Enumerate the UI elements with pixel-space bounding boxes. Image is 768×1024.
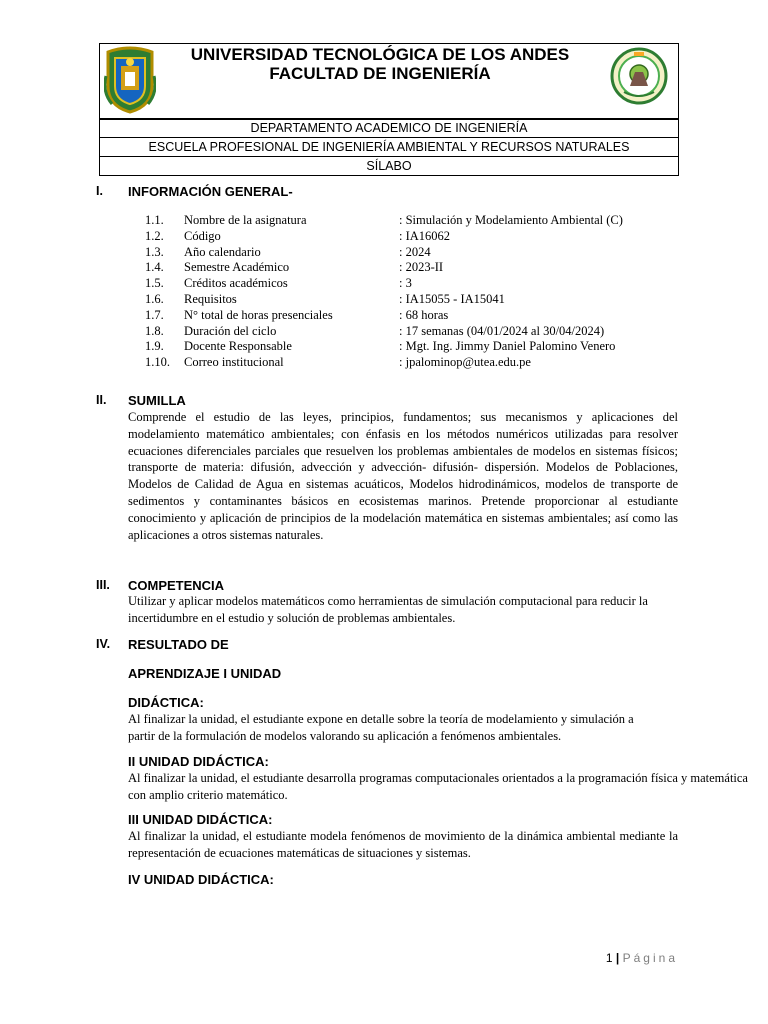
section-1-number: I.: [96, 184, 103, 198]
section-2-title: SUMILLA: [128, 393, 186, 408]
general-info-value: : Simulación y Modelamiento Ambiental (C): [399, 213, 623, 227]
sumilla-text: Comprende el estudio de las leyes, principios, fundamentos; sus mecanismos y aplicaciones del modelamiento matemático ambientales; con énfasis en los métodos numéricos utilizadas para resolver ecuaciones diferenciales parciales que resuelven los problemas ambientales de modelos en sistemas físicos; transporte de materia: difusión, advección y advección- difusión- dispersión. Modelos de Poblaciones, Modelos de Calidad de Agua en sistemas acuáticos, Modelos hidrodinámicos, modelos de transporte de sedimentos y contaminantes básicos en ecosistemas marinos. Pretende proporcionar al estudiante conocimiento y aplicación de principios de la modelación matemática en sistemas ambientales; así como las aplicaciones a otros sistemas naturales.: [128, 410, 678, 542]
school-row: ESCUELA PROFESIONAL DE INGENIERÍA AMBIENTAL Y RECURSOS NATURALES: [100, 138, 678, 157]
general-info-row: [145, 355, 705, 370]
general-info-label: N° total de horas presenciales: [184, 307, 333, 322]
university-name: UNIVERSIDAD TECNOLÓGICA DE LOS ANDES: [190, 45, 570, 64]
general-info-label: Requisitos: [184, 292, 237, 306]
general-info-value[interactable]: : jpalominop@utea.edu.pe: [399, 355, 531, 370]
unit-2-heading: II UNIDAD DIDÁCTICA:: [128, 754, 269, 769]
general-info-num: 1.9.: [145, 339, 164, 354]
general-info-label: Duración del ciclo: [184, 323, 277, 338]
general-info-row: [145, 339, 705, 354]
general-info-num: 1.6.: [145, 292, 164, 306]
general-info-row: [145, 292, 705, 307]
general-info-row: [145, 229, 705, 244]
unit-1-heading-line1: APRENDIZAJE I UNIDAD: [128, 666, 282, 681]
general-info-num: 1.7.: [145, 307, 164, 322]
section-2-number: II.: [96, 393, 107, 407]
general-info-num: 1.4.: [145, 260, 164, 275]
document-type-row: SÍLABO: [100, 157, 678, 176]
page-footer: [560, 951, 678, 965]
section-3-number: III.: [96, 578, 110, 592]
page-number: 1: [605, 951, 613, 965]
general-info-label: Código: [184, 228, 221, 243]
general-info-label: Semestre Académico: [184, 260, 290, 275]
general-info-num: 1.8.: [145, 323, 164, 338]
section-4-number: IV.: [96, 637, 111, 651]
page-word: Página: [622, 951, 678, 965]
general-info-num: 1.10.: [145, 355, 170, 370]
general-info-row: [145, 276, 705, 291]
general-info-num: 1.2.: [145, 228, 164, 243]
unit-1-text: Al finalizar la unidad, el estudiante expone en detalle sobre la teoría de modelamiento y simulación a partir de la formulación de modelos valorando su aplicación a fenómenos ambientales.: [128, 712, 634, 743]
general-info-num: 1.3.: [145, 244, 164, 259]
general-info-row: [145, 324, 705, 339]
general-info-label: Año calendario: [184, 244, 261, 259]
general-info-value: : 2024: [399, 244, 431, 259]
general-info-value: : 2023-II: [399, 260, 444, 275]
competencia-text: Utilizar y aplicar modelos matemáticos como herramientas de simulación computacional para reducir la incertidumbre en el estudio y solución de problemas ambientales.: [128, 594, 648, 625]
general-info-row: [145, 213, 705, 228]
section-3-title: COMPETENCIA: [128, 578, 225, 593]
general-info-label: Correo institucional: [184, 355, 284, 370]
general-info-value: : Mgt. Ing. Jimmy Daniel Palomino Venero: [399, 339, 616, 354]
department-row: DEPARTAMENTO ACADEMICO DE INGENIERÍA: [100, 118, 678, 138]
faculty-name: FACULTAD DE INGENIERÍA: [269, 64, 491, 83]
unit-2-text: Al finalizar la unidad, el estudiante desarrolla programas computacionales orientados a la programación física y matemática con amplio criterio matemático.: [128, 771, 748, 802]
faculty-seal-icon: [610, 46, 668, 110]
unit-3-text: Al finalizar la unidad, el estudiante modela fenómenos de movimiento de la dinámica ambiental mediante la representación de ecuaciones matemáticas de situaciones y sistemas.: [128, 829, 678, 860]
general-info-label: Créditos académicos: [184, 276, 288, 291]
section-1-title: INFORMACIÓN GENERAL-: [128, 184, 293, 199]
general-info-value: : IA15055 - IA15041: [399, 292, 505, 306]
general-info-label: Nombre de la asignatura: [184, 213, 307, 227]
general-info-value: : 68 horas: [399, 307, 449, 322]
general-info-value: : 17 semanas (04/01/2024 al 30/04/2024): [399, 323, 605, 338]
general-info-row: [145, 245, 705, 260]
general-info-label: Docente Responsable: [184, 339, 292, 354]
section-4-title: RESULTADO DE: [128, 637, 229, 652]
general-info-row: [145, 260, 705, 275]
unit-1-heading-line2: DIDÁCTICA:: [128, 695, 204, 710]
university-crest-icon: [104, 46, 156, 114]
general-info-value: : IA16062: [399, 228, 451, 243]
general-info-row: [145, 308, 705, 323]
unit-4-heading: IV UNIDAD DIDÁCTICA:: [128, 872, 274, 887]
general-info-num: 1.5.: [145, 276, 164, 291]
page-separator: |: [615, 951, 620, 965]
header-info-rows: [99, 118, 679, 176]
general-info-value: : 3: [399, 276, 412, 291]
unit-3-heading: III UNIDAD DIDÁCTICA:: [128, 812, 273, 827]
general-info-num: 1.1.: [145, 213, 164, 227]
